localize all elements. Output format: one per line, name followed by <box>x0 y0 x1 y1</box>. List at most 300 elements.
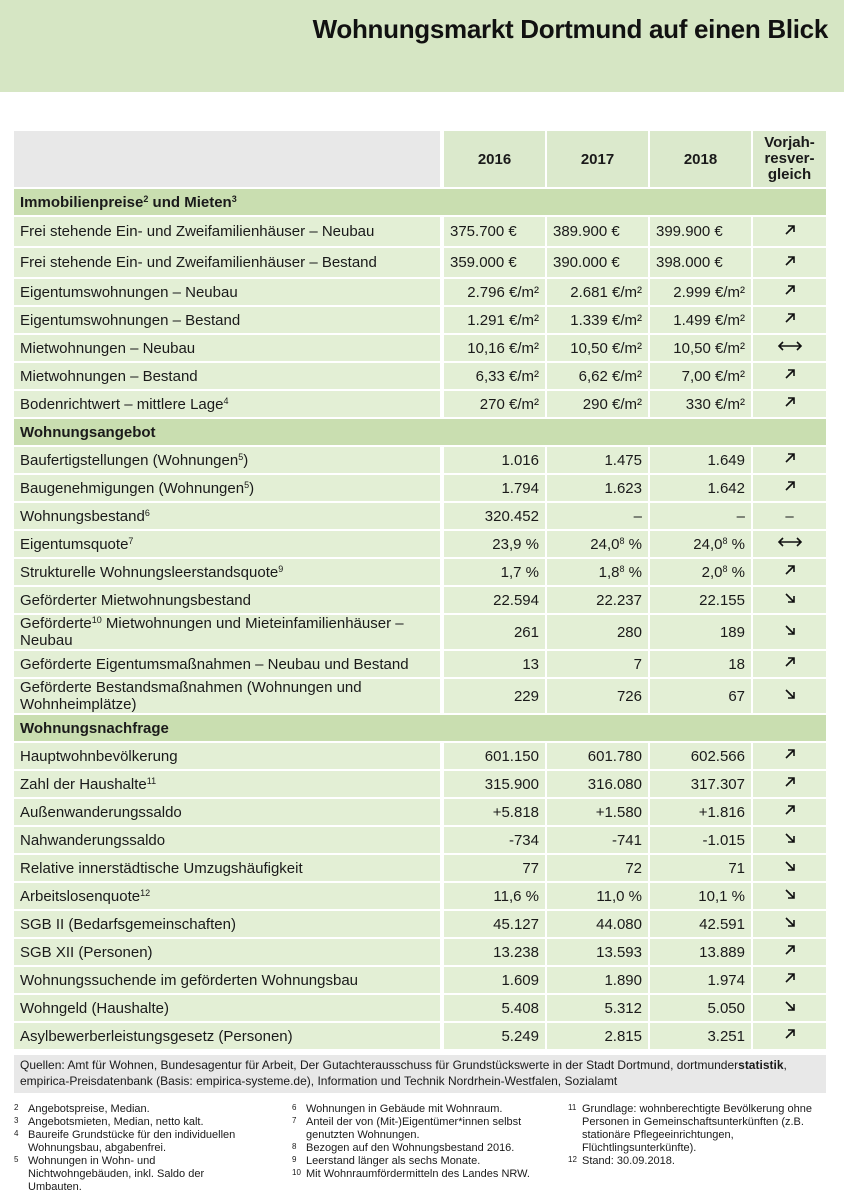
row-label-text: ) <box>243 451 249 469</box>
trend-down-arrow-icon <box>783 623 797 637</box>
row-label-text: Wohnungssuchende im geförderten Wohnungsbau <box>20 971 359 989</box>
value-cell-2017 <box>545 305 648 333</box>
value-cell-2018 <box>648 881 751 909</box>
footnote-ref: 10 <box>91 615 102 625</box>
footnote <box>568 1155 826 1168</box>
trend-down-arrow-icon <box>783 915 797 929</box>
row-label <box>14 853 442 881</box>
value-cell-2016 <box>442 585 545 613</box>
footnote-ref: 8 <box>722 563 728 574</box>
table-row <box>14 677 826 713</box>
value-cell-2018 <box>648 473 751 501</box>
section-header-row <box>14 187 826 215</box>
cell-value: 359.000 € <box>450 254 517 271</box>
cell-value: -741 <box>611 831 642 849</box>
value-cell-2016 <box>442 305 545 333</box>
trend-cell <box>751 649 826 677</box>
row-label <box>14 649 442 677</box>
footnote-ref: 6 <box>144 507 150 518</box>
footnote-text: Leerstand länger als sechs Monate. <box>306 1155 481 1167</box>
table-row <box>14 445 826 473</box>
trend-cell <box>751 389 826 417</box>
section-header-row <box>14 713 826 741</box>
cell-value: 1.499 €/m² <box>673 311 745 329</box>
footnote-ref: 8 <box>722 535 728 546</box>
footnote-ref: 12 <box>140 887 151 898</box>
footnotes-col-1 <box>14 1103 259 1194</box>
cell-value: 2,0 <box>701 563 723 581</box>
cell-value: 10,50 €/m² <box>673 339 745 357</box>
footnote-text: Grundlage: wohnberechtigte Bevölkerung ohne Personen in Gemeinschaftsunterkünften (z.B. stationäre Pflegeeinrichtungen, Flüchtlingsunterkünfte). <box>582 1103 812 1154</box>
value-cell-2016 <box>442 473 545 501</box>
value-cell-2018 <box>648 215 751 246</box>
value-cell-2017 <box>545 501 648 529</box>
row-label <box>14 993 442 1021</box>
cell-value: 11,0 % <box>596 887 642 905</box>
table-row <box>14 361 826 389</box>
value-cell-2016 <box>442 649 545 677</box>
value-cell-2018 <box>648 557 751 585</box>
cell-value: 44.080 <box>596 915 642 933</box>
row-label <box>14 769 442 797</box>
cell-value: 1.291 €/m² <box>467 311 539 329</box>
value-cell-2016 <box>442 246 545 277</box>
table-row <box>14 557 826 585</box>
cell-value: 24,0 <box>590 535 620 553</box>
value-cell-2017 <box>545 277 648 305</box>
cell-value: 1.016 <box>501 451 539 469</box>
value-cell-2017 <box>545 215 648 246</box>
trend-header <box>751 129 826 187</box>
cell-value: 1.649 <box>707 451 745 469</box>
trend-down-arrow-icon <box>783 591 797 605</box>
header-blank-cell <box>14 129 442 187</box>
cell-value: 42.591 <box>699 915 745 933</box>
row-label <box>14 215 442 246</box>
cell-value: 1,8 <box>598 563 620 581</box>
value-cell-2017 <box>545 389 648 417</box>
trend-up-arrow-icon <box>783 283 797 297</box>
value-cell-2018 <box>648 613 751 649</box>
footnote-ref: 5 <box>238 451 244 462</box>
value-cell-2018 <box>648 445 751 473</box>
footnote-text: Stand: 30.09.2018. <box>582 1155 675 1167</box>
trend-cell <box>751 769 826 797</box>
footnote <box>14 1103 259 1116</box>
cell-value: – <box>736 507 745 525</box>
row-label-text: Geförderter Mietwohnungsbestand <box>20 591 251 609</box>
cell-value: 726 <box>616 687 642 705</box>
value-cell-2017 <box>545 797 648 825</box>
sources-bold: statistik <box>738 1058 784 1072</box>
row-label <box>14 501 442 529</box>
value-cell-2018 <box>648 361 751 389</box>
cell-value: 2.999 €/m² <box>673 283 745 301</box>
cell-value: 290 €/m² <box>582 395 642 413</box>
value-cell-2018 <box>648 389 751 417</box>
cell-value: 398.000 € <box>656 254 723 271</box>
trend-cell <box>751 825 826 853</box>
trend-up-arrow-icon <box>783 563 797 577</box>
table-row <box>14 993 826 1021</box>
trend-up-arrow-icon <box>783 367 797 381</box>
value-cell-2017 <box>545 937 648 965</box>
title-banner <box>0 0 844 92</box>
footnote-ref: 8 <box>619 535 625 546</box>
row-label-text: Strukturelle Wohnungsleerstandsquote <box>20 563 279 581</box>
table-row <box>14 825 826 853</box>
row-label-text: Baufertigstellungen (Wohnungen <box>20 451 239 469</box>
section-title-text: Wohnungsnachfrage <box>20 719 169 737</box>
value-cell-2017 <box>545 246 648 277</box>
trend-up-arrow-icon <box>783 451 797 465</box>
cell-value: 1,7 % <box>500 563 539 581</box>
trend-up-arrow-icon <box>783 943 797 957</box>
table-row <box>14 965 826 993</box>
trend-cell <box>751 215 826 246</box>
value-cell-2017 <box>545 333 648 361</box>
section-title <box>14 187 826 215</box>
value-cell-2016 <box>442 769 545 797</box>
row-label-text: Frei stehende Ein- und Zweifamilienhäuser – Bestand <box>20 254 377 271</box>
cell-unit: % <box>624 535 642 553</box>
value-cell-2018 <box>648 529 751 557</box>
cell-value: 280 <box>616 623 642 641</box>
footnote <box>14 1155 259 1194</box>
cell-value: 602.566 <box>690 747 745 765</box>
value-cell-2017 <box>545 741 648 769</box>
row-label-text: Eigentumswohnungen – Neubau <box>20 283 238 301</box>
page-title: Wohnungsmarkt Dortmund auf einen Blick <box>312 14 828 44</box>
row-label <box>14 677 442 713</box>
cell-value: 5.050 <box>707 999 745 1017</box>
trend-cell <box>751 937 826 965</box>
value-cell-2017 <box>545 473 648 501</box>
value-cell-2016 <box>442 853 545 881</box>
footnote-text: Mit Wohnraumfördermitteln des Landes NRW. <box>306 1168 530 1180</box>
section-title <box>14 417 826 445</box>
table-row <box>14 797 826 825</box>
row-label-text: Arbeitslosenquote <box>20 887 141 905</box>
cell-value: 389.900 € <box>553 223 620 240</box>
footnote-ref: 9 <box>278 563 284 574</box>
trend-cell <box>751 965 826 993</box>
footnote-number: 6 <box>292 1103 297 1112</box>
row-label <box>14 797 442 825</box>
cell-value: 1.609 <box>501 971 539 989</box>
value-cell-2017 <box>545 993 648 1021</box>
table-row <box>14 1021 826 1049</box>
section-title-text: und Mieten <box>148 193 232 211</box>
footnote <box>292 1168 550 1181</box>
cell-value: 320.452 <box>484 507 539 525</box>
sources-text: Quellen: Amt für Wohnen, Bundesagentur für Arbeit, Der Gutachterausschuss für Grundstückswerte in der Stadt Dortmund, dortmunder <box>20 1058 739 1072</box>
cell-value: 5.249 <box>501 1027 539 1045</box>
trend-cell <box>751 305 826 333</box>
overview-table <box>14 129 826 1049</box>
cell-unit: % <box>727 563 745 581</box>
cell-value: 390.000 € <box>553 254 620 271</box>
footnote-number: 10 <box>292 1168 301 1177</box>
cell-value: 13 <box>522 655 539 673</box>
footnote <box>292 1155 550 1168</box>
cell-value: 6,62 €/m² <box>578 367 642 385</box>
value-cell-2018 <box>648 909 751 937</box>
cell-value: 7 <box>633 655 642 673</box>
table-row <box>14 215 826 246</box>
cell-value: 13.238 <box>493 943 539 961</box>
trend-flat-arrow-icon <box>777 535 803 549</box>
row-label-text: Zahl der Haushalte <box>20 775 147 793</box>
cell-value: 11,6 % <box>493 887 539 905</box>
trend-down-arrow-icon <box>783 999 797 1013</box>
value-cell-2016 <box>442 215 545 246</box>
footnote-text: Wohnungen in Gebäude mit Wohnraum. <box>306 1103 503 1115</box>
row-label-text: Wohnungsbestand <box>20 507 145 525</box>
cell-value: 229 <box>513 687 539 705</box>
row-label <box>14 881 442 909</box>
year-header-2018: 2018 <box>648 129 751 187</box>
year-header-2017: 2017 <box>545 129 648 187</box>
footnote-number: 8 <box>292 1142 297 1151</box>
section-title-text: Wohnungsangebot <box>20 423 156 441</box>
trend-up-arrow-icon <box>783 1027 797 1041</box>
value-cell-2018 <box>648 965 751 993</box>
trend-cell <box>751 1021 826 1049</box>
cell-value: 10,50 €/m² <box>570 339 642 357</box>
trend-header-line: Vorjah- <box>764 134 815 151</box>
footnote-text: Angebotspreise, Median. <box>28 1103 150 1115</box>
sources-note <box>14 1055 826 1093</box>
trend-header-line: gleich <box>767 166 812 183</box>
row-label-text: Bodenrichtwert – mittlere Lage <box>20 395 224 413</box>
section-title <box>14 713 826 741</box>
table-row <box>14 937 826 965</box>
cell-value: 2.796 €/m² <box>467 283 539 301</box>
cell-value: 10,16 €/m² <box>467 339 539 357</box>
value-cell-2017 <box>545 1021 648 1049</box>
cell-value: 1.475 <box>604 451 642 469</box>
row-label <box>14 909 442 937</box>
value-cell-2016 <box>442 333 545 361</box>
value-cell-2017 <box>545 585 648 613</box>
cell-value: 601.150 <box>484 747 539 765</box>
value-cell-2016 <box>442 881 545 909</box>
cell-value: 1.339 €/m² <box>570 311 642 329</box>
sources-comma: , <box>783 1058 787 1072</box>
table-row <box>14 501 826 529</box>
cell-value: 330 €/m² <box>685 395 745 413</box>
trend-header-line: resver- <box>764 150 815 167</box>
table-row <box>14 741 826 769</box>
row-label <box>14 741 442 769</box>
value-cell-2016 <box>442 741 545 769</box>
trend-up-arrow-icon <box>783 775 797 789</box>
value-cell-2016 <box>442 361 545 389</box>
value-cell-2018 <box>648 769 751 797</box>
cell-value: 270 €/m² <box>479 395 539 413</box>
trend-cell <box>751 333 826 361</box>
footnote-ref: 11 <box>146 775 157 786</box>
cell-value: 315.900 <box>484 775 539 793</box>
cell-value: 7,00 €/m² <box>681 367 745 385</box>
footnote-number: 5 <box>14 1155 19 1164</box>
value-cell-2017 <box>545 677 648 713</box>
footnotes-col-3 <box>568 1103 826 1168</box>
value-cell-2016 <box>442 909 545 937</box>
value-cell-2017 <box>545 529 648 557</box>
value-cell-2016 <box>442 501 545 529</box>
trend-up-arrow-icon <box>783 395 797 409</box>
cell-value: 189 <box>719 623 745 641</box>
cell-value: 22.155 <box>699 591 745 609</box>
row-label <box>14 305 442 333</box>
cell-value: -734 <box>508 831 539 849</box>
row-label <box>14 585 442 613</box>
cell-value: 77 <box>522 859 539 877</box>
cell-value: 22.594 <box>493 591 539 609</box>
row-label-text: Wohngeld (Haushalte) <box>20 999 169 1017</box>
cell-unit: % <box>727 535 745 553</box>
value-cell-2017 <box>545 853 648 881</box>
table-row <box>14 473 826 501</box>
row-label-text: Mietwohnungen – Neubau <box>20 339 196 357</box>
footnote-number: 3 <box>14 1116 19 1125</box>
value-cell-2018 <box>648 677 751 713</box>
trend-up-arrow-icon <box>783 803 797 817</box>
row-label-text: Eigentumsquote <box>20 535 129 553</box>
footnote-number: 7 <box>292 1116 297 1125</box>
row-label-text: ) <box>249 479 255 497</box>
footnote <box>292 1142 550 1155</box>
value-cell-2016 <box>442 1021 545 1049</box>
value-cell-2017 <box>545 769 648 797</box>
footnote-text: Wohnungen in Wohn- und Nichtwohngebäuden, inkl. Saldo der Umbauten. <box>28 1155 205 1193</box>
table-row <box>14 246 826 277</box>
footnote-ref: 5 <box>244 479 250 490</box>
cell-value: 72 <box>625 859 642 877</box>
trend-cell <box>751 881 826 909</box>
value-cell-2018 <box>648 501 751 529</box>
row-label <box>14 825 442 853</box>
table-row <box>14 881 826 909</box>
row-label <box>14 1021 442 1049</box>
trend-down-arrow-icon <box>783 887 797 901</box>
footnote-ref: 7 <box>128 535 134 546</box>
cell-value: 375.700 € <box>450 223 517 240</box>
trend-up-arrow-icon <box>783 311 797 325</box>
trend-cell <box>751 557 826 585</box>
trend-cell <box>751 677 826 713</box>
row-label-text: Asylbewerberleistungsgesetz (Personen) <box>20 1027 293 1045</box>
table-row <box>14 853 826 881</box>
value-cell-2018 <box>648 246 751 277</box>
trend-up-arrow-icon <box>783 254 797 268</box>
cell-value: 2.681 €/m² <box>570 283 642 301</box>
footnote-number: 12 <box>568 1155 577 1164</box>
value-cell-2018 <box>648 937 751 965</box>
trend-dash: – <box>785 507 794 525</box>
footnote <box>14 1116 259 1129</box>
footnote-ref: 4 <box>223 395 229 406</box>
value-cell-2018 <box>648 585 751 613</box>
row-label-text: Relative innerstädtische Umzugshäufigkeit <box>20 859 303 877</box>
value-cell-2017 <box>545 825 648 853</box>
value-cell-2018 <box>648 741 751 769</box>
cell-value: 71 <box>728 859 745 877</box>
value-cell-2016 <box>442 445 545 473</box>
section-header-row <box>14 417 826 445</box>
row-label <box>14 613 442 649</box>
value-cell-2018 <box>648 1021 751 1049</box>
value-cell-2018 <box>648 825 751 853</box>
cell-value: 13.593 <box>596 943 642 961</box>
row-label-text: Frei stehende Ein- und Zweifamilienhäuser – Neubau <box>20 223 375 240</box>
value-cell-2016 <box>442 825 545 853</box>
footnote-ref: 8 <box>619 563 625 574</box>
trend-cell <box>751 529 826 557</box>
row-label-text: Mietwohnungen und Mieteinfamilienhäuser – Neubau <box>20 615 404 649</box>
row-label <box>14 965 442 993</box>
value-cell-2018 <box>648 853 751 881</box>
cell-value: 261 <box>513 623 539 641</box>
cell-value: 3.251 <box>707 1027 745 1045</box>
value-cell-2018 <box>648 305 751 333</box>
sources-line2: empirica-Preisdatenbank (Basis: empirica-systeme.de), Information und Technik Nordrhein-Westfalen, Sozialamt <box>20 1074 618 1088</box>
footnote-number: 4 <box>14 1129 19 1138</box>
trend-cell <box>751 909 826 937</box>
row-label-text: Baugenehmigungen (Wohnungen <box>20 479 245 497</box>
trend-down-arrow-icon <box>783 687 797 701</box>
row-label-text: Geförderte <box>20 615 92 632</box>
table-row <box>14 305 826 333</box>
row-label-text: Geförderte Bestandsmaßnahmen (Wohnungen und Wohnheimplätze) <box>20 679 362 713</box>
trend-cell <box>751 246 826 277</box>
trend-up-arrow-icon <box>783 223 797 237</box>
row-label <box>14 529 442 557</box>
row-label-text: SGB XII (Personen) <box>20 943 153 961</box>
value-cell-2016 <box>442 613 545 649</box>
value-cell-2016 <box>442 277 545 305</box>
trend-up-arrow-icon <box>783 747 797 761</box>
cell-value: 67 <box>728 687 745 705</box>
table-header-row <box>14 129 826 187</box>
cell-value: 1.623 <box>604 479 642 497</box>
cell-value: 2.815 <box>604 1027 642 1045</box>
table-row <box>14 585 826 613</box>
trend-up-arrow-icon <box>783 655 797 669</box>
cell-value: 1.974 <box>707 971 745 989</box>
cell-value: 24,0 <box>693 535 723 553</box>
table-row <box>14 649 826 677</box>
value-cell-2017 <box>545 361 648 389</box>
trend-cell <box>751 277 826 305</box>
cell-value: +1.816 <box>698 803 745 821</box>
footnote-number: 11 <box>568 1103 577 1112</box>
footnote-number: 2 <box>14 1103 19 1112</box>
cell-value: 6,33 €/m² <box>475 367 539 385</box>
footnote-text: Angebotsmieten, Median, netto kalt. <box>28 1116 204 1128</box>
footnote-ref: 3 <box>231 193 237 204</box>
cell-value: 13.889 <box>699 943 745 961</box>
row-label <box>14 389 442 417</box>
table-row <box>14 613 826 649</box>
footnote-text: Bezogen auf den Wohnungsbestand 2016. <box>306 1142 515 1154</box>
row-label-text: Außenwanderungssaldo <box>20 803 182 821</box>
value-cell-2017 <box>545 557 648 585</box>
trend-cell <box>751 797 826 825</box>
value-cell-2018 <box>648 333 751 361</box>
